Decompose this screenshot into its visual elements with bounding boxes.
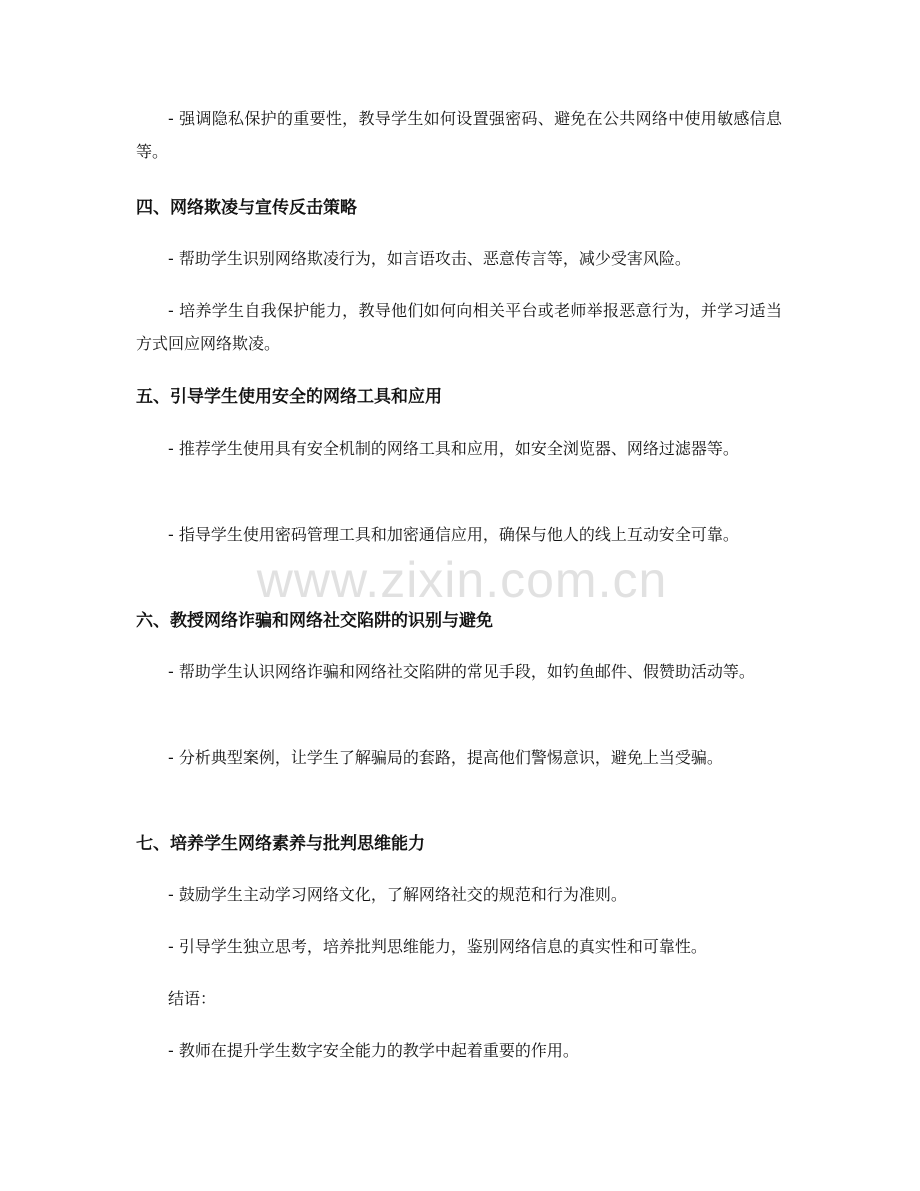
- paragraph-7-2: - 引导学生独立思考，培养批判思维能力，鉴别网络信息的真实性和可靠性。: [168, 937, 707, 956]
- paragraph-conclusion: - 教师在提升学生数字安全能力的教学中起着重要的作用。: [168, 1041, 579, 1060]
- watermark: www.zixin.com.cn: [256, 552, 668, 608]
- paragraph-4-1: - 帮助学生识别网络欺凌行为，如言语攻击、恶意传言等，减少受害风险。: [168, 249, 691, 268]
- heading-section-4: 四、网络欺凌与宣传反击策略: [136, 198, 357, 218]
- paragraph-5-2: - 指导学生使用密码管理工具和加密通信应用，确保与他人的线上互动安全可靠。: [168, 525, 739, 544]
- paragraph-7-1: - 鼓励学生主动学习网络文化，了解网络社交的规范和行为准则。: [168, 885, 627, 904]
- paragraph-5-1: - 推荐学生使用具有安全机制的网络工具和应用，如安全浏览器、网络过滤器等。: [168, 439, 739, 458]
- paragraph-4-2: - 培养学生自我保护能力，教导他们如何向相关平台或老师举报恶意行为，并学习适当方式回应网络欺凌。: [136, 301, 782, 353]
- paragraph-6-1: - 帮助学生认识网络诈骗和网络社交陷阱的常见手段，如钓鱼邮件、假赞助活动等。: [168, 662, 755, 681]
- heading-section-5: 五、引导学生使用安全的网络工具和应用: [136, 387, 442, 407]
- paragraph-privacy: - 强调隐私保护的重要性，教导学生如何设置强密码、避免在公共网络中使用敏感信息等。: [136, 109, 782, 161]
- heading-section-6: 六、教授网络诈骗和网络社交陷阱的识别与避免: [136, 611, 493, 631]
- heading-section-7: 七、培养学生网络素养与批判思维能力: [136, 834, 425, 854]
- paragraph-6-2: - 分析典型案例，让学生了解骗局的套路，提高他们警惕意识，避免上当受骗。: [168, 748, 723, 767]
- conclusion-label: 结语：: [168, 989, 217, 1008]
